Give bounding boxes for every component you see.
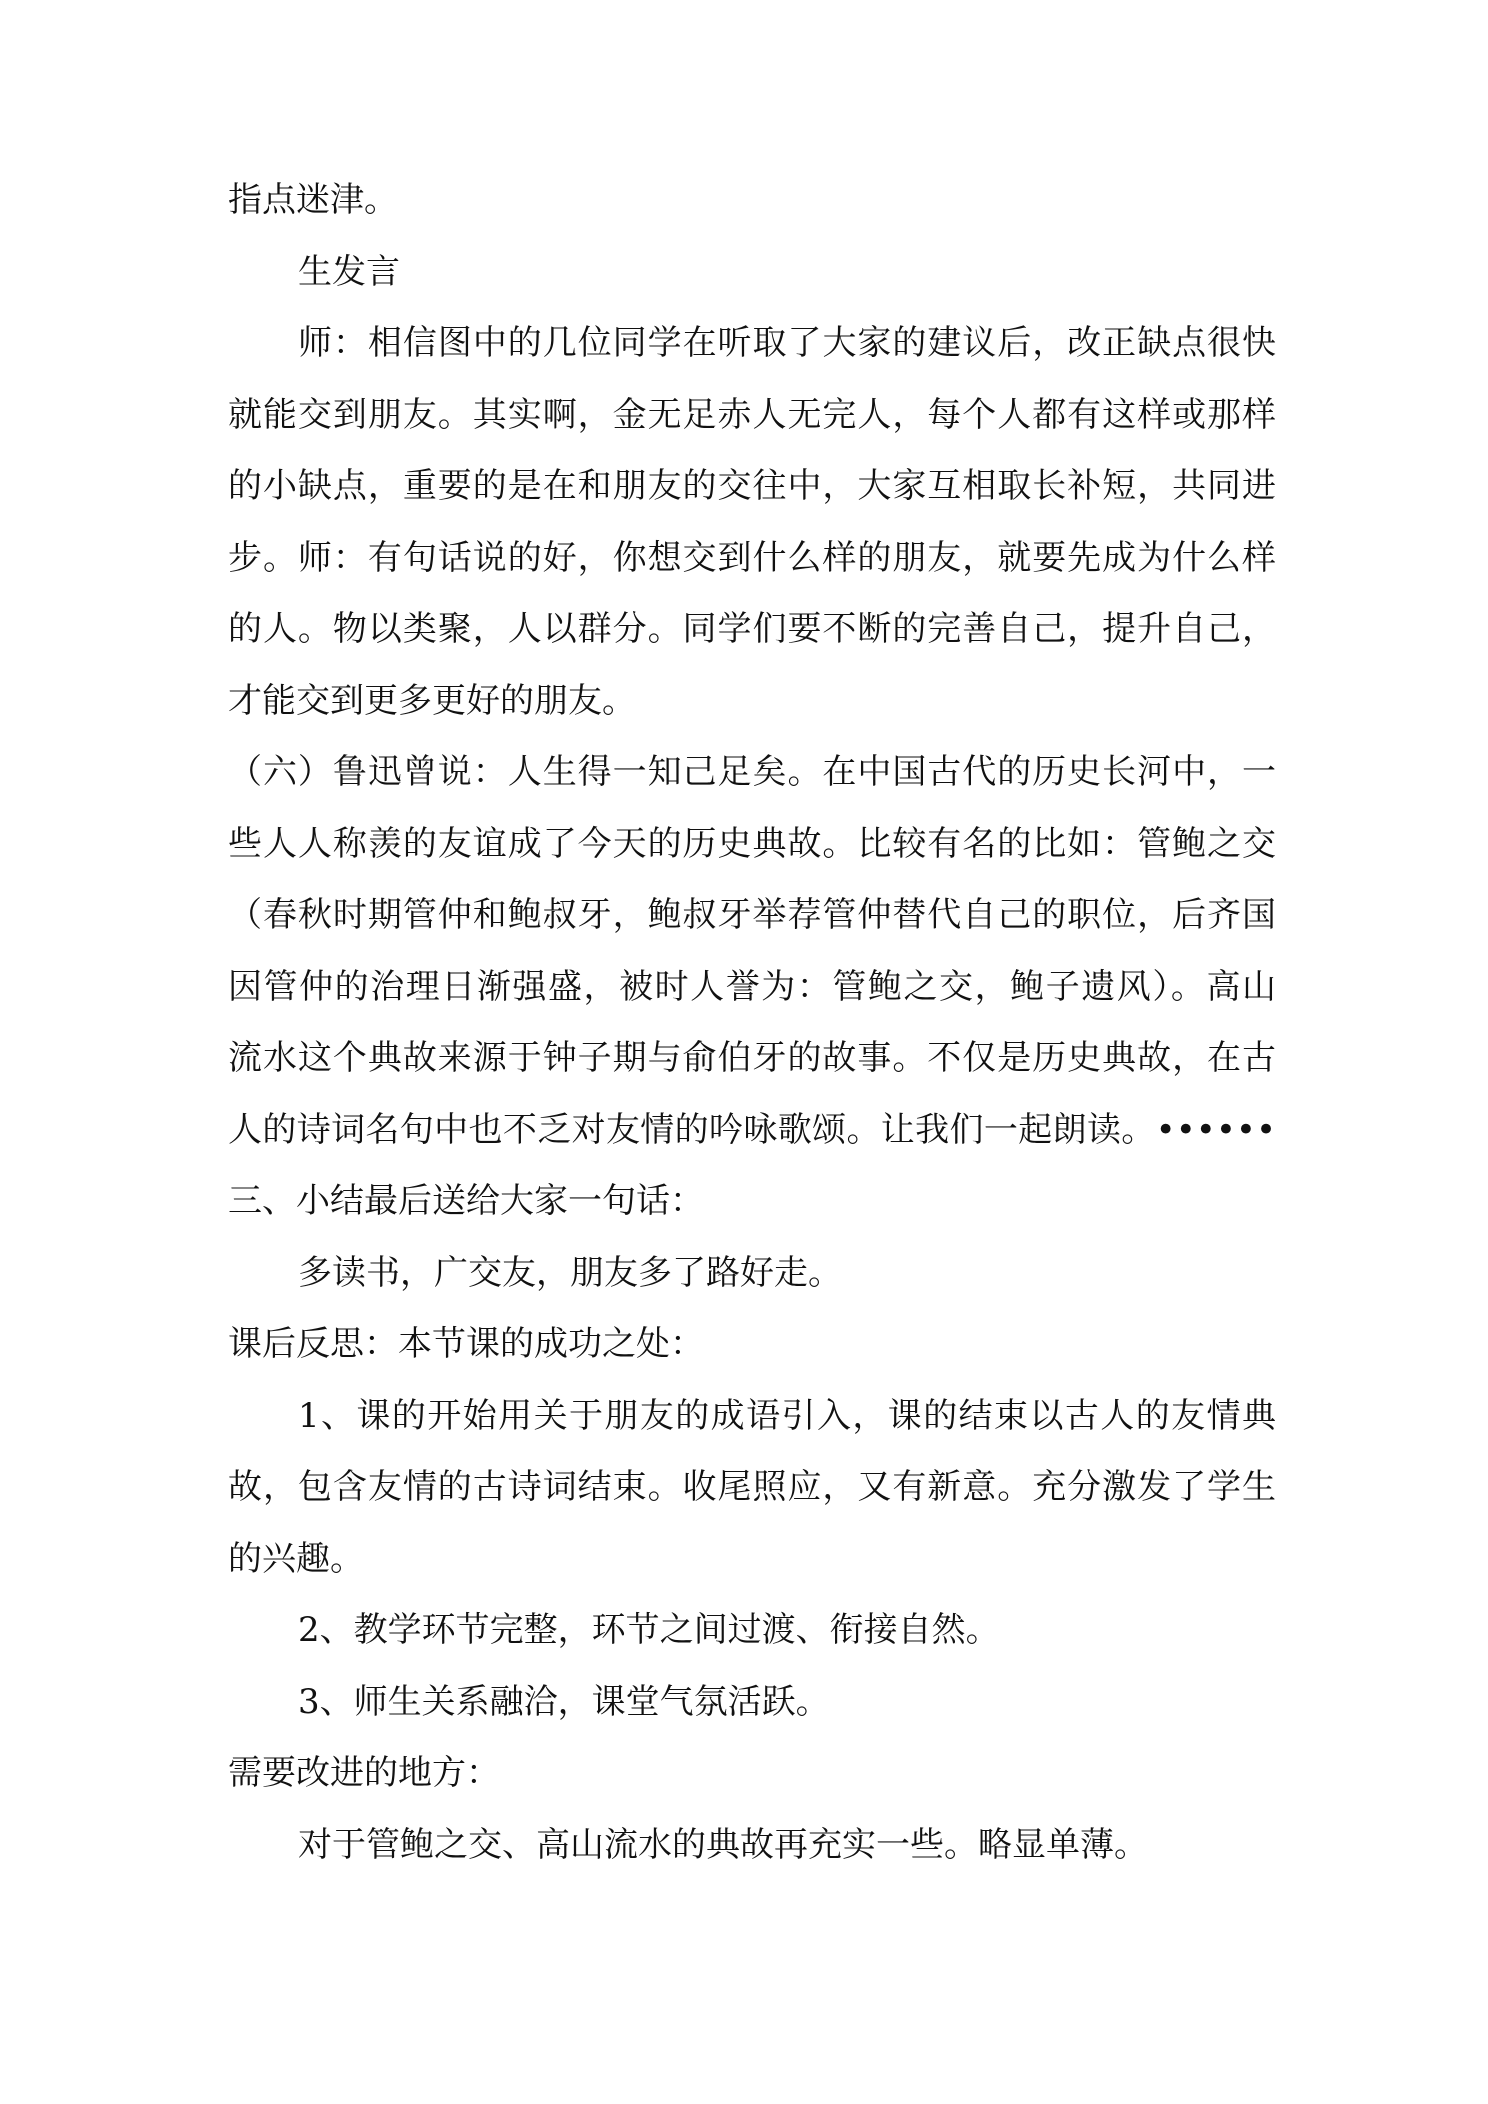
paragraph-1: [228, 165, 1276, 237]
text-line: 师：相信图中的几位同学在听取了大家的建议后，改正缺点很快: [298, 323, 1276, 363]
paragraph-12: [228, 1810, 1276, 1882]
paragraph-10: [228, 1667, 1276, 1739]
text-line: 需要改进的地方：: [228, 1753, 500, 1793]
text-line: 的人。物以类聚，人以群分。同学们要不断的完善自己，提升自己，: [228, 609, 1276, 649]
text-line: 故，包含友情的古诗词结束。收尾照应，又有新意。充分激发了学生: [228, 1467, 1276, 1507]
text-line: 人的诗词名句中也不乏对友情的吟咏歌颂。让我们一起朗读。••••••: [228, 1109, 1276, 1150]
text-line: 些人人称羡的友谊成了今天的历史典故。比较有名的比如：管鲍之交: [228, 823, 1276, 864]
text-line: 的小缺点，重要的是在和朋友的交往中，大家互相取长补短，共同进: [228, 466, 1276, 506]
paragraph-2: [228, 237, 1276, 309]
paragraph-6: [228, 1238, 1276, 1310]
text-line: 1、课的开始用关于朋友的成语引入，课的结束以古人的友情典: [298, 1395, 1276, 1436]
text-line: （六）鲁迅曾说：人生得一知己足矣。在中国古代的历史长河中，一: [228, 752, 1276, 792]
text-line: （春秋时期管仲和鲍叔牙，鲍叔牙举荐管仲替代自己的职位，后齐国: [228, 895, 1276, 935]
text-line: 三、小结最后送给大家一句话：: [228, 1181, 704, 1221]
text-line: 2、教学环节完整，环节之间过渡、衔接自然。: [298, 1610, 1000, 1650]
text-line: 步。师：有句话说的好，你想交到什么样的朋友，就要先成为什么样: [228, 537, 1276, 578]
paragraph-5: [228, 1166, 1276, 1238]
paragraph-8: [228, 1381, 1276, 1596]
text-line: 的兴趣。: [228, 1538, 364, 1579]
paragraph-3: [228, 308, 1276, 737]
text-line: 对于管鲍之交、高山流水的典故再充实一些。略显单薄。: [298, 1824, 1148, 1865]
text-line: 才能交到更多更好的朋友。: [228, 680, 636, 721]
text-line: 因管仲的治理日渐强盛，被时人誉为：管鲍之交，鲍子遗风）。高山: [228, 966, 1276, 1007]
document-body: [228, 165, 1276, 1881]
text-line: 课后反思：本节课的成功之处：: [228, 1324, 704, 1364]
text-line: 多读书，广交友，朋友多了路好走。: [298, 1252, 842, 1293]
text-line: 指点迷津。: [228, 180, 398, 220]
text-line: 流水这个典故来源于钟子期与俞伯牙的故事。不仅是历史典故，在古: [228, 1038, 1276, 1078]
paragraph-7: [228, 1309, 1276, 1381]
paragraph-9: [228, 1595, 1276, 1667]
text-line: 就能交到朋友。其实啊，金无足赤人无完人，每个人都有这样或那样: [228, 394, 1276, 435]
text-line: 生发言: [298, 251, 400, 292]
paragraph-4: [228, 737, 1276, 1166]
paragraph-11: [228, 1738, 1276, 1810]
text-line: 3、师生关系融洽，课堂气氛活跃。: [298, 1681, 830, 1722]
